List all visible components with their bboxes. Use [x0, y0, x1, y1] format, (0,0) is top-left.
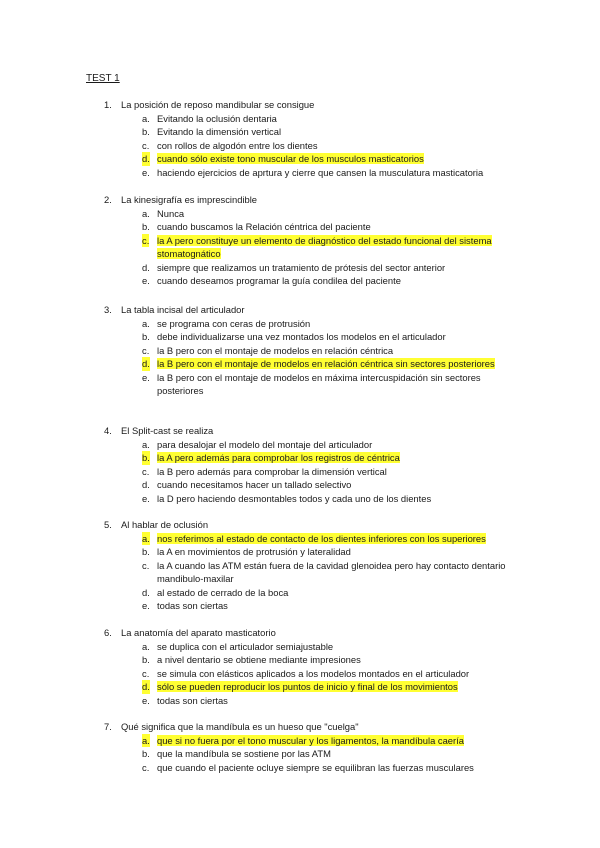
question-text: La anatomía del aparato masticatorio — [121, 627, 276, 638]
question-number: 7. — [104, 721, 112, 732]
option-b: b. que la mandíbula se sostiene por las ATM — [142, 748, 331, 760]
option-b: b. Evitando la dimensión vertical — [142, 126, 282, 138]
question-text: El Split-cast se realiza — [121, 425, 214, 436]
question-5 — [104, 518, 544, 613]
option-e: e. haciendo ejercicios de aprtura y cierre que cansen la musculatura masticatoria — [142, 166, 484, 178]
option-a: a. se programa con ceras de protrusión — [142, 317, 311, 329]
question-number: 1. — [104, 99, 112, 110]
option-e: e. todas son ciertas — [142, 600, 228, 612]
option-e: e. todas son ciertas — [142, 694, 228, 706]
option-d: d. cuando necesitamos hacer un tallado selectivo — [142, 479, 352, 491]
option-b: b. a nivel dentario se obtiene mediante impresiones — [142, 654, 361, 666]
option-d-highlighted: d. sólo se pueden reproducir los puntos de inicio y final de los movimientos — [142, 681, 458, 693]
option-e: e. la B pero con el montaje de modelos en máxima intercuspidación sin sectores posteriores — [142, 371, 481, 397]
option-c: c. con rollos de algodón entre los dientes — [142, 139, 318, 151]
question-4 — [104, 424, 544, 505]
option-c: c. la A cuando las ATM están fuera de la cavidad glenoidea pero hay contacto dentario mandibulo-maxilar — [142, 559, 506, 585]
option-d-highlighted: d. cuando sólo existe tono muscular de los musculos masticatorios — [142, 153, 424, 165]
option-b: b. cuando buscamos la Relación céntrica del paciente — [142, 221, 371, 233]
question-text: La tabla incisal del articulador — [121, 304, 245, 315]
option-b-highlighted: b. la A pero además para comprobar los registros de céntrica — [142, 452, 400, 464]
option-c: c. la B pero además para comprobar la dimensión vertical — [142, 465, 387, 477]
question-text: La kinesigrafía es imprescindible — [121, 194, 258, 205]
question-number: 6. — [104, 627, 112, 638]
question-text: La posición de reposo mandibular se consigue — [121, 99, 315, 110]
option-c: c. se simula con elásticos aplicados a los modelos montados en el articulador — [142, 667, 470, 679]
option-e: e. la D pero haciendo desmontables todos y cada uno de los dientes — [142, 492, 432, 504]
question-3 — [104, 303, 544, 398]
option-a: a. para desalojar el modelo del montaje del articulador — [142, 438, 373, 450]
question-text: Al hablar de oclusión — [121, 519, 209, 530]
option-a: a. Nunca — [142, 207, 185, 219]
option-c: c. la B pero con el montaje de modelos en relación céntrica — [142, 344, 394, 356]
option-c: c. que cuando el paciente ocluye siempre se equilibran las fuerzas musculares — [142, 761, 474, 773]
option-d: d. al estado de cerrado de la boca — [142, 586, 289, 598]
option-d-highlighted: d. la B pero con el montaje de modelos en relación céntrica sin sectores posteriores — [142, 358, 495, 370]
question-text: Qué significa que la mandíbula es un hueso que "cuelga" — [121, 721, 359, 732]
question-number: 4. — [104, 425, 112, 436]
question-7 — [104, 720, 544, 774]
option-c-highlighted: c. la A pero constituye un elemento de diagnóstico del estado funcional del sistema stomatognático — [142, 234, 492, 260]
question-number: 2. — [104, 194, 112, 205]
question-1 — [104, 98, 544, 179]
option-a-highlighted: a. que si no fuera por el tono muscular y los ligamentos, la mandíbula caería — [142, 734, 464, 746]
option-e: e. cuando deseamos programar la guía condilea del paciente — [142, 275, 401, 287]
option-b: b. debe individualizarse una vez montados los modelos en el articulador — [142, 331, 446, 343]
option-d: d. siempre que realizamos un tratamiento de prótesis del sector anterior — [142, 261, 446, 273]
option-a: a. Evitando la oclusión dentaria — [142, 112, 277, 124]
question-2 — [104, 193, 544, 288]
option-a-highlighted: a. nos referimos al estado de contacto de los dientes inferiores con los superiores — [142, 532, 486, 544]
question-6 — [104, 626, 544, 707]
option-b: b. la A en movimientos de protrusión y lateralidad — [142, 546, 351, 558]
question-number: 3. — [104, 304, 112, 315]
question-number: 5. — [104, 519, 112, 530]
option-a: a. se duplica con el articulador semiajustable — [142, 640, 334, 652]
test-title: TEST 1 — [86, 73, 120, 84]
